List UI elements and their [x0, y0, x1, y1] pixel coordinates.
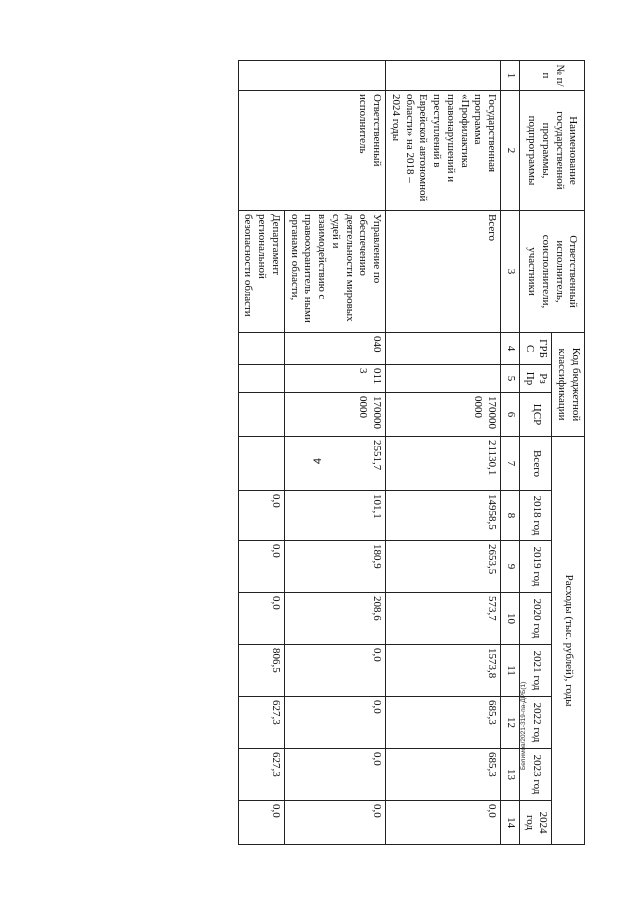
header-year: 2019 год: [520, 541, 553, 593]
header-year: 2020 год: [520, 593, 553, 645]
row-rz: [386, 365, 501, 393]
col-number: 10: [501, 593, 520, 645]
header-expenses: Расходы (тыс. рублей), годы: [552, 437, 585, 845]
col-number: 11: [501, 645, 520, 697]
row-y2023: 685,3: [386, 749, 501, 801]
row-y2019: 2653,5: [386, 541, 501, 593]
table-row: [386, 61, 501, 845]
page-number: 4: [312, 457, 324, 465]
row-grbs: [386, 333, 501, 365]
header-num: № п/п: [520, 61, 585, 91]
row-y2024: 0,0: [238, 801, 284, 845]
row-y2020: 0,0: [238, 593, 284, 645]
row-y2022: 627,3: [238, 697, 284, 749]
row-y2020: 573,7: [386, 593, 501, 645]
rotated-table-container: [60, 60, 585, 845]
document-footer: Белимов/2021-319-па-ДРБ(1): [520, 681, 527, 770]
header-name: Наименование государственной программы, подпрограммы: [520, 91, 585, 211]
row-y2021: 806,5: [238, 645, 284, 697]
row-rz: [238, 365, 284, 393]
row-csr: [238, 393, 284, 437]
row-y2019: 180,9: [285, 541, 386, 593]
row-y2023: 627,3: [238, 749, 284, 801]
row-y2018: 0,0: [238, 491, 284, 541]
col-number: 6: [501, 393, 520, 437]
row-y2023: 0,0: [285, 749, 386, 801]
col-number: 13: [501, 749, 520, 801]
row-y2020: 208,6: [285, 593, 386, 645]
row-num: [238, 61, 386, 91]
header-year: 2021 год: [520, 645, 553, 697]
row-y2019: 0,0: [238, 541, 284, 593]
header-exec: Ответственный исполнитель, соисполнители, участники: [520, 211, 585, 333]
header-csr: ЦСР: [520, 393, 553, 437]
budget-table: [238, 60, 585, 845]
row-total: 2551,7: [285, 437, 386, 491]
row-rz: 0113: [285, 365, 386, 393]
col-number: 2: [501, 91, 520, 211]
header-rz: Рз Пр: [520, 365, 553, 393]
header-grbs: ГРБС: [520, 333, 553, 365]
col-number: 9: [501, 541, 520, 593]
header-row-1: [552, 61, 585, 845]
col-number: 12: [501, 697, 520, 749]
row-exec: Всего: [386, 211, 501, 333]
header-year: 2018 год: [520, 491, 553, 541]
header-budget: Код бюджетной классификации: [552, 333, 585, 437]
col-number: 3: [501, 211, 520, 333]
row-y2021: 0,0: [285, 645, 386, 697]
col-number: 14: [501, 801, 520, 845]
row-y2022: 685,3: [386, 697, 501, 749]
header-total: Всего: [520, 437, 553, 491]
col-number: 7: [501, 437, 520, 491]
col-number: 1: [501, 61, 520, 91]
row-grbs: 040: [285, 333, 386, 365]
row-name: Государственная программа «Профилактика правонарушений и преступлений в Еврейской автономной области» на 2018 – 2024 годы: [386, 91, 501, 211]
header-year: 2023 год: [520, 749, 553, 801]
row-y2018: 14958,5: [386, 491, 501, 541]
row-y2021: 1573,8: [386, 645, 501, 697]
row-name: Ответственный исполнитель: [238, 91, 386, 211]
column-number-row: [501, 61, 520, 845]
row-y2024: 0,0: [386, 801, 501, 845]
header-year: 2022 год: [520, 697, 553, 749]
header-year: 2024 год: [520, 801, 553, 845]
col-number: 8: [501, 491, 520, 541]
table-row: [285, 61, 386, 845]
row-exec: Управление по обеспечению деятельности мировых судей и взаимодействию с правоохранитель ными органами области,: [285, 211, 386, 333]
row-grbs: [238, 333, 284, 365]
row-csr: 170000 0000: [386, 393, 501, 437]
row-csr: 170000 0000: [285, 393, 386, 437]
row-y2024: 0,0: [285, 801, 386, 845]
row-exec: Департамент региональной безопасности области: [238, 211, 284, 333]
row-y2018: 101,1: [285, 491, 386, 541]
col-number: 5: [501, 365, 520, 393]
row-y2022: 0,0: [285, 697, 386, 749]
col-number: 4: [501, 333, 520, 365]
row-num: [386, 61, 501, 91]
row-total: [238, 437, 284, 491]
row-total: 21130,1: [386, 437, 501, 491]
